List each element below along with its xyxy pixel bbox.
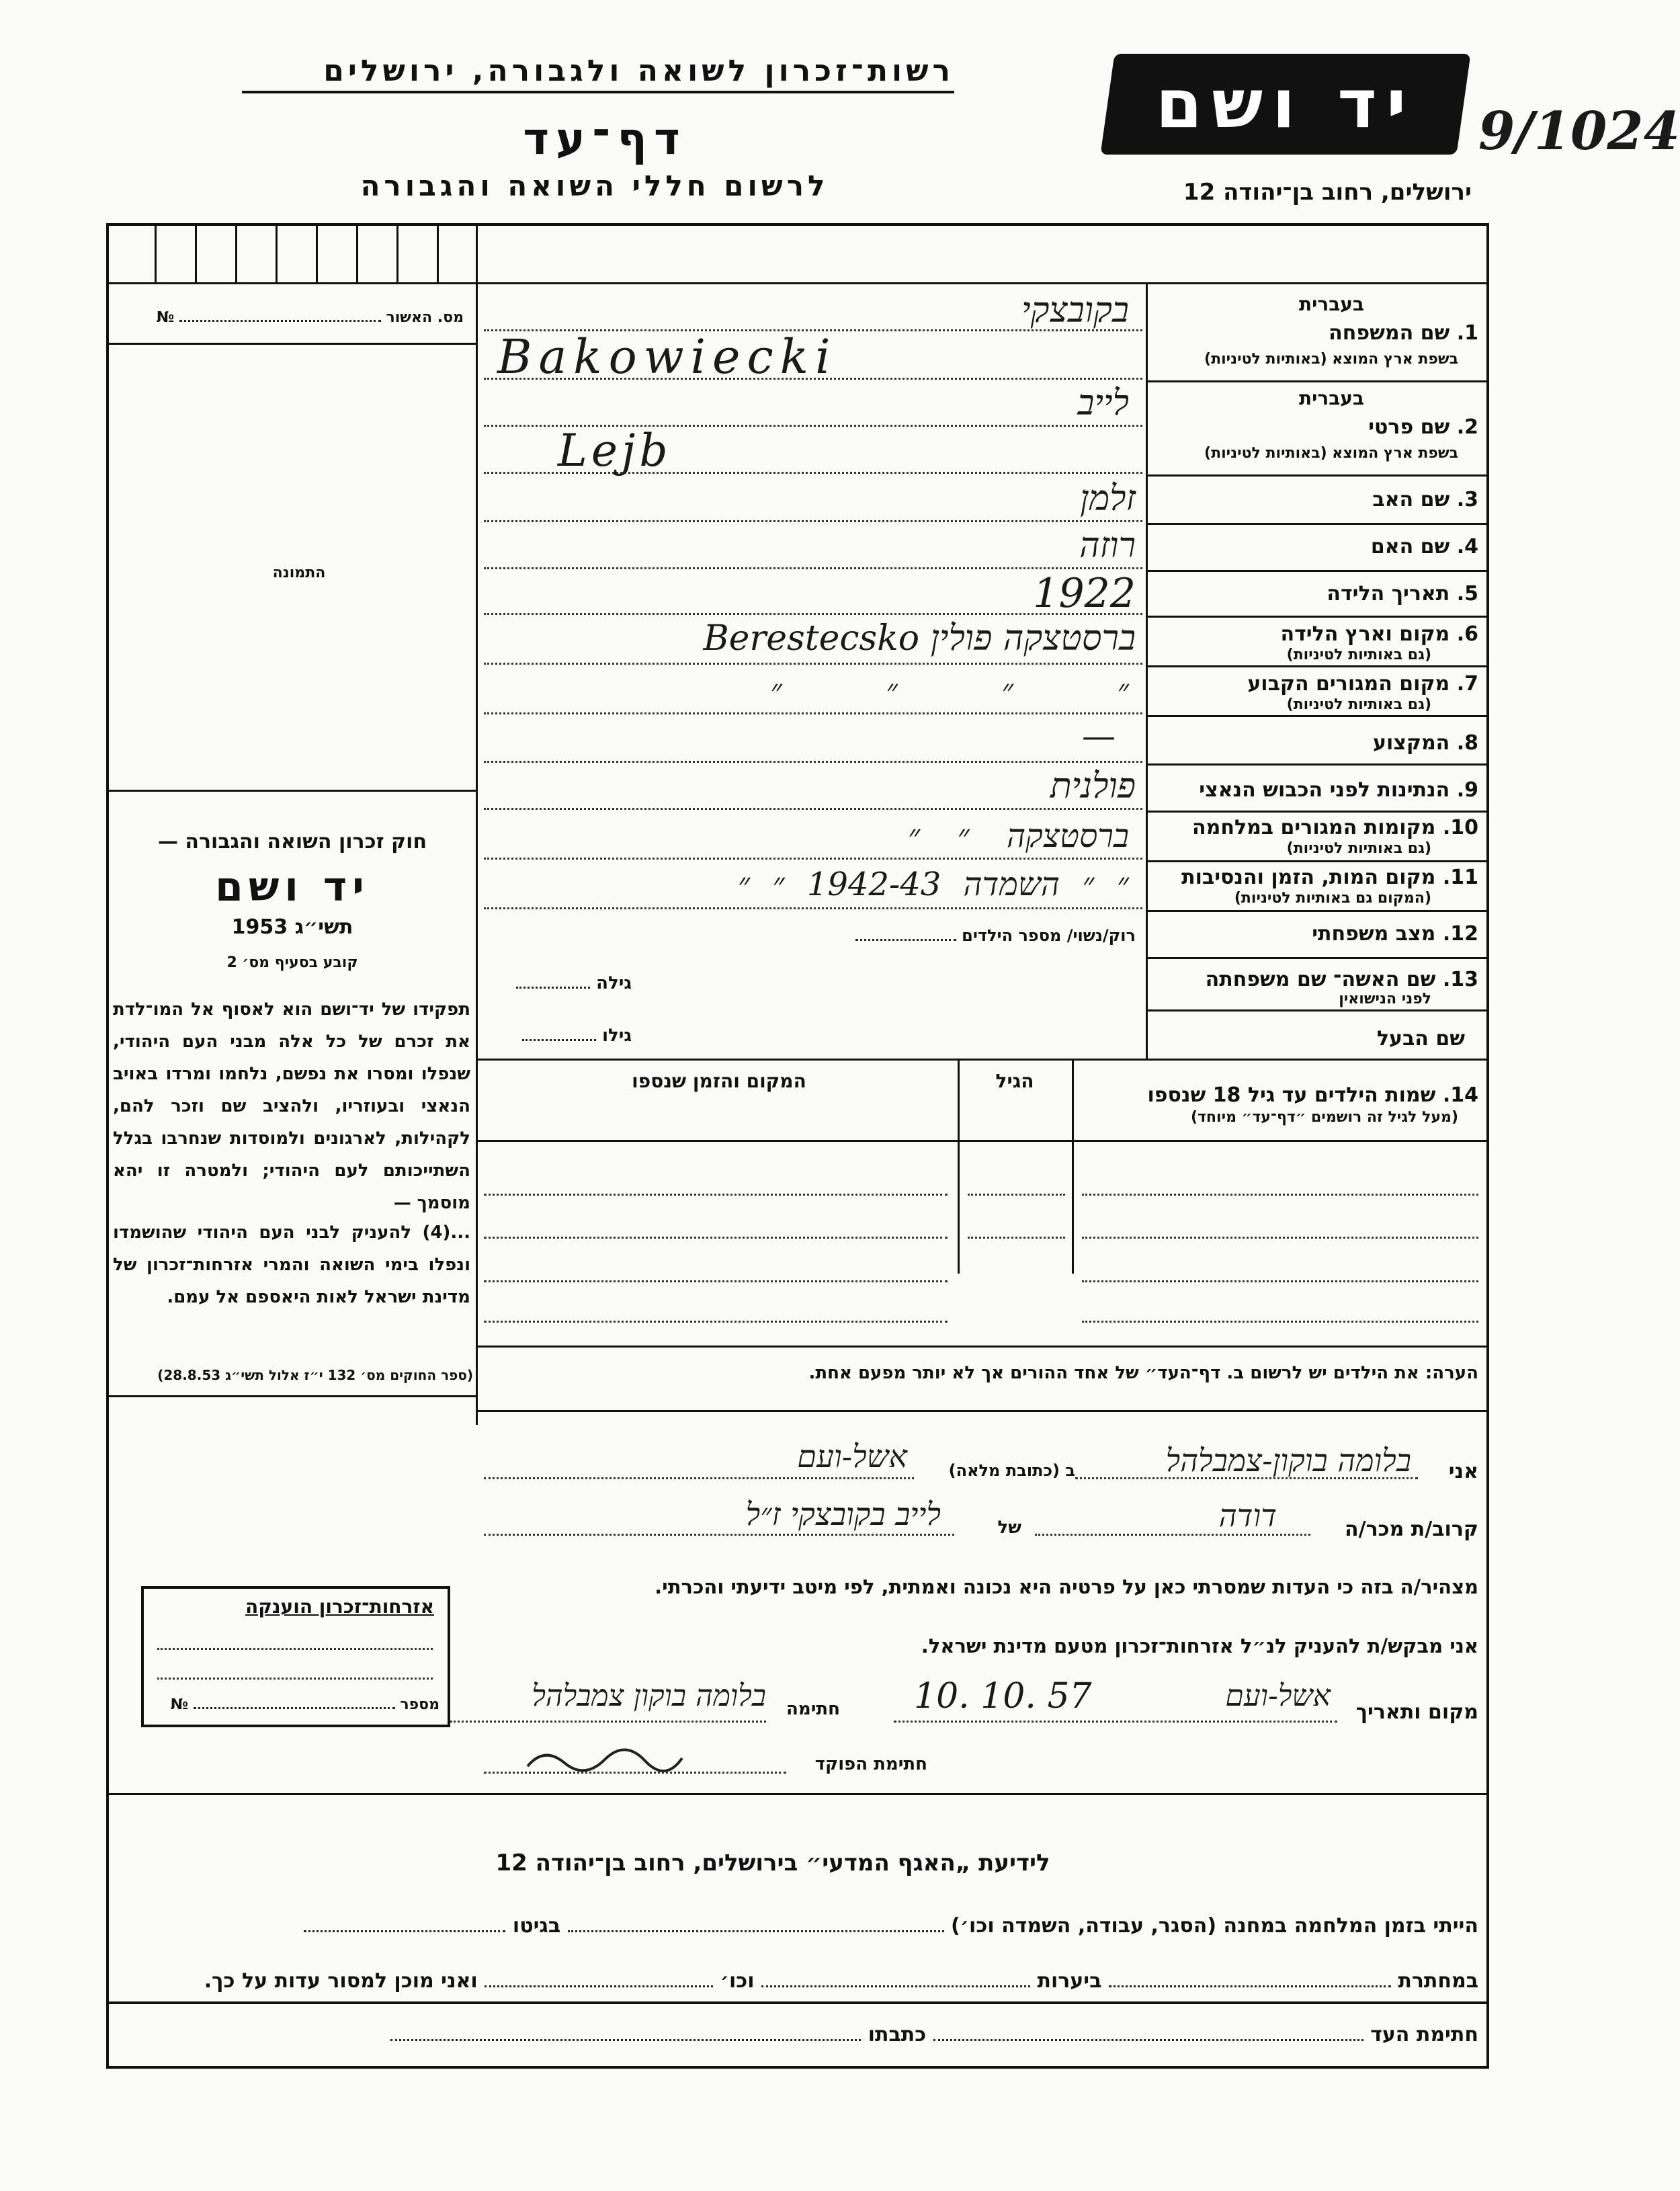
field-3-label: 3. שם האב — [1372, 488, 1478, 511]
id-boxes — [114, 223, 476, 282]
field-8-label: 8. המקצוע — [1372, 731, 1478, 755]
children-label: 14. שמות הילדים עד גיל 18 שנספו — [1147, 1083, 1478, 1107]
field-1-sub: בשפת ארץ המוצא (באותיות לטיניות) — [1204, 351, 1458, 368]
field-4-value[interactable]: רוזה — [1079, 526, 1136, 566]
footer-forest-label: ביערות — [1037, 1969, 1102, 1993]
yad-vashem-logo — [1100, 54, 1470, 155]
field-13-age: גילה — [497, 973, 632, 993]
footer-underground-label: במחתרת — [1398, 1969, 1478, 1993]
handwritten-number: 9/1024 — [1478, 101, 1680, 162]
law-body-2: ...(4) להעניק לבני העם היהודי שהושמדו ונפלו בימי השואה והמרי אזרחות־זכרון של מדינת ישראל לאות היאספם אל עמם. — [113, 1223, 470, 1307]
decl-place-date-label: מקום ותאריך — [1355, 1700, 1478, 1724]
decl-address-label: ב (כתובת מלאה) — [948, 1461, 1075, 1480]
field-12-label: 12. מצב משפחתי — [1312, 922, 1478, 946]
decl-request: אני מבקש/ת להעניק לנ״ל אזרחות־זכרון מטעם מדינת ישראל. — [921, 1635, 1478, 1657]
decl-of-label: של — [997, 1518, 1021, 1538]
officer-signature[interactable] — [524, 1739, 685, 1773]
field-1-tag: בעברית — [1298, 293, 1364, 315]
decl-ani-value[interactable]: בלומה בוקון-צמבלהל — [1165, 1442, 1411, 1479]
address: ירושלים, רחוב בן־יהודה 12 — [1183, 179, 1472, 206]
children-col-place: המקום והזמן שנספו — [632, 1070, 806, 1092]
field-5-value[interactable]: 1922 — [1033, 570, 1136, 617]
form-subtitle: לרשום חללי השואה והגבורה — [360, 169, 829, 202]
decl-relation-label: קרוב/ת מכר/ה — [1345, 1518, 1478, 1541]
field-12-extra — [739, 926, 1136, 945]
field-5-label: 5. תאריך הלידה — [1327, 582, 1478, 606]
field-13-sub: לפני הנישואין — [1339, 991, 1431, 1007]
footer-ready-label: ואני מוכן למסור עדות על כך. — [204, 1969, 478, 1993]
field-9-label: 9. הנתינות לפני הכבוש הנאצי — [1199, 778, 1478, 802]
footer-heading: לידיעת „האגף המדעי״ בירושלים, רחוב בן־יהודה 12 — [495, 1850, 1050, 1876]
field-3-value[interactable]: זלמן — [1080, 479, 1136, 519]
field-13-label: 13. שם האשה־ שם משפחתה — [1205, 968, 1478, 991]
field-10-label: 10. מקומות המגורים במלחמה — [1192, 816, 1478, 839]
org-line: רשות־זכרון לשואה ולגבורה, ירושלים — [242, 54, 954, 93]
field-11-sub: (המקום גם באותיות לטיניות) — [1234, 890, 1431, 907]
law-year: תשי״ג 1953 — [231, 915, 353, 939]
law-body: תפקידו של יד־ושם הוא לאסוף אל המו־לדת את זכרם של כל אלה מבני העם היהודי, שנפלו ומסרו את נפשם, נלחמו ומרדו באויב הנאצי ובעוזריו, ולהציב שם וזכר להם, לקהילות, לארגונים ולמוסדות שנחרבו בגלל השתייכותם לעם היהודי; ולמטרה זו יהא מוסמך — — [113, 999, 470, 1213]
field-7-label: 7. מקום המגורים הקבוע — [1247, 672, 1478, 696]
field-1-value-latin[interactable]: Bakowiecki — [497, 329, 837, 384]
field-2-tag: בעברית — [1298, 387, 1364, 409]
photo-label: התמונה — [272, 565, 326, 581]
citizenship-number: מספר № — [170, 1696, 439, 1713]
field-6-value[interactable]: ברסטצקה פולין Berestecsko — [703, 618, 1136, 659]
field-10-sub: (גם באותיות לטיניות) — [1286, 840, 1431, 857]
decl-signature-label: חתימה — [786, 1699, 840, 1719]
husband-label: שם הבעל — [1376, 1027, 1465, 1050]
field-8-value[interactable]: — — [1082, 716, 1116, 755]
approval-label: מס. האשור — [386, 309, 464, 326]
footer-etc-label: וכו׳ — [720, 1969, 755, 1993]
law-reference: (ספר החוקים מס׳ 132 י״ז אלול תשי״ג 28.8.53) — [157, 1367, 473, 1383]
decl-place-value[interactable]: אשל-ועם — [1225, 1679, 1331, 1713]
field-1-value-hebrew[interactable]: בקובצקי — [1021, 290, 1129, 331]
children-note: הערה: את הילדים יש לרשום ב. דף־העד״ של אחד ההורים אך לא יותר מפעם אחת. — [808, 1363, 1478, 1383]
children-sub: (מעל לגיל זה רושמים ״דף־עד״ מיוחד) — [1190, 1109, 1458, 1126]
footer-witness-sign-label: חתימת העד — [1370, 2023, 1478, 2047]
children-count-label: רוק/נשוי/ מספר הילדים — [962, 926, 1136, 945]
decl-address-value[interactable]: אשל-ועם — [797, 1438, 907, 1475]
field-2-name: שם פרטי — [1368, 415, 1450, 439]
field-6-label: 6. מקום וארץ הלידה — [1280, 622, 1478, 646]
decl-of-value[interactable]: לייב בקובצקי ז״ל — [745, 1496, 941, 1532]
footer-frame — [106, 1793, 1489, 2069]
children-col-age: הגיל — [995, 1070, 1034, 1092]
field-11-label: 11. מקום המות, הזמן והנסיבות — [1181, 866, 1478, 889]
field-1-num: 1. — [1456, 321, 1478, 345]
decl-date-value[interactable]: 10. 10. 57 — [914, 1676, 1092, 1717]
field-6-sub: (גם באותיות לטיניות) — [1286, 647, 1431, 663]
field-2-label — [1156, 415, 1478, 439]
citizenship-box — [141, 1586, 450, 1727]
footer-camp-label: הייתי בזמן המלחמה במחנה (הסגר, עבודה, השמדה וכו׳) — [951, 1914, 1478, 1938]
law-name: יד ושם — [215, 864, 370, 911]
decl-signature-value[interactable]: בלומה בוקון צמבלהל — [532, 1679, 766, 1713]
decl-ani: אני — [1448, 1460, 1478, 1483]
decl-relation-value[interactable]: דודה — [1218, 1497, 1277, 1534]
law-title: חוק זכרון השואה והגבורה — — [157, 830, 427, 854]
field-2-value-latin[interactable]: Lejb — [558, 425, 672, 477]
field-1-name: שם המשפחה — [1329, 321, 1450, 345]
field-11-value[interactable]: ״ ״ השמדה 1942-43 ״ ״ — [737, 866, 1129, 903]
field-1-label — [1156, 321, 1478, 345]
approval-no: № — [156, 309, 175, 326]
form-title: דף־עד — [523, 113, 687, 165]
logo-text: יד ושם — [1155, 65, 1416, 143]
field-2-num: 2. — [1456, 415, 1478, 439]
field-7-sub: (גם באותיות לטיניות) — [1286, 696, 1431, 713]
footer-address-label: כתבתו — [868, 2023, 927, 2047]
citizenship-title: אזרחות־זכרון הוענקה — [245, 1596, 434, 1618]
decl-officer-label: חתימת הפוקד — [814, 1754, 927, 1774]
field-10-value[interactable]: ברסטצקה ״ ״ — [908, 817, 1129, 855]
husband-age: גילו — [497, 1026, 632, 1046]
decl-statement: מצהיר/ה בזה כי העדות שמסרתי כאן על פרטיה היא נכונה ואמתית, לפי מיטב ידיעתי והכרתי. — [655, 1575, 1478, 1598]
field-4-label: 4. שם האם — [1370, 535, 1478, 559]
field-2-value-hebrew[interactable]: לייב — [1077, 383, 1129, 423]
field-2-sub: בשפת ארץ המוצא (באותיות לטיניות) — [1204, 445, 1458, 462]
field-9-value[interactable]: פולנית — [1050, 766, 1136, 807]
officer-signature-scribble — [524, 1739, 685, 1773]
law-clause: קובע בסעיף מס׳ 2 — [226, 954, 358, 971]
field-7-value[interactable]: ״ ״ ״ ״ — [770, 672, 1129, 708]
footer-ghetto-label: בגיטו — [512, 1914, 561, 1938]
approval-row — [121, 309, 464, 326]
